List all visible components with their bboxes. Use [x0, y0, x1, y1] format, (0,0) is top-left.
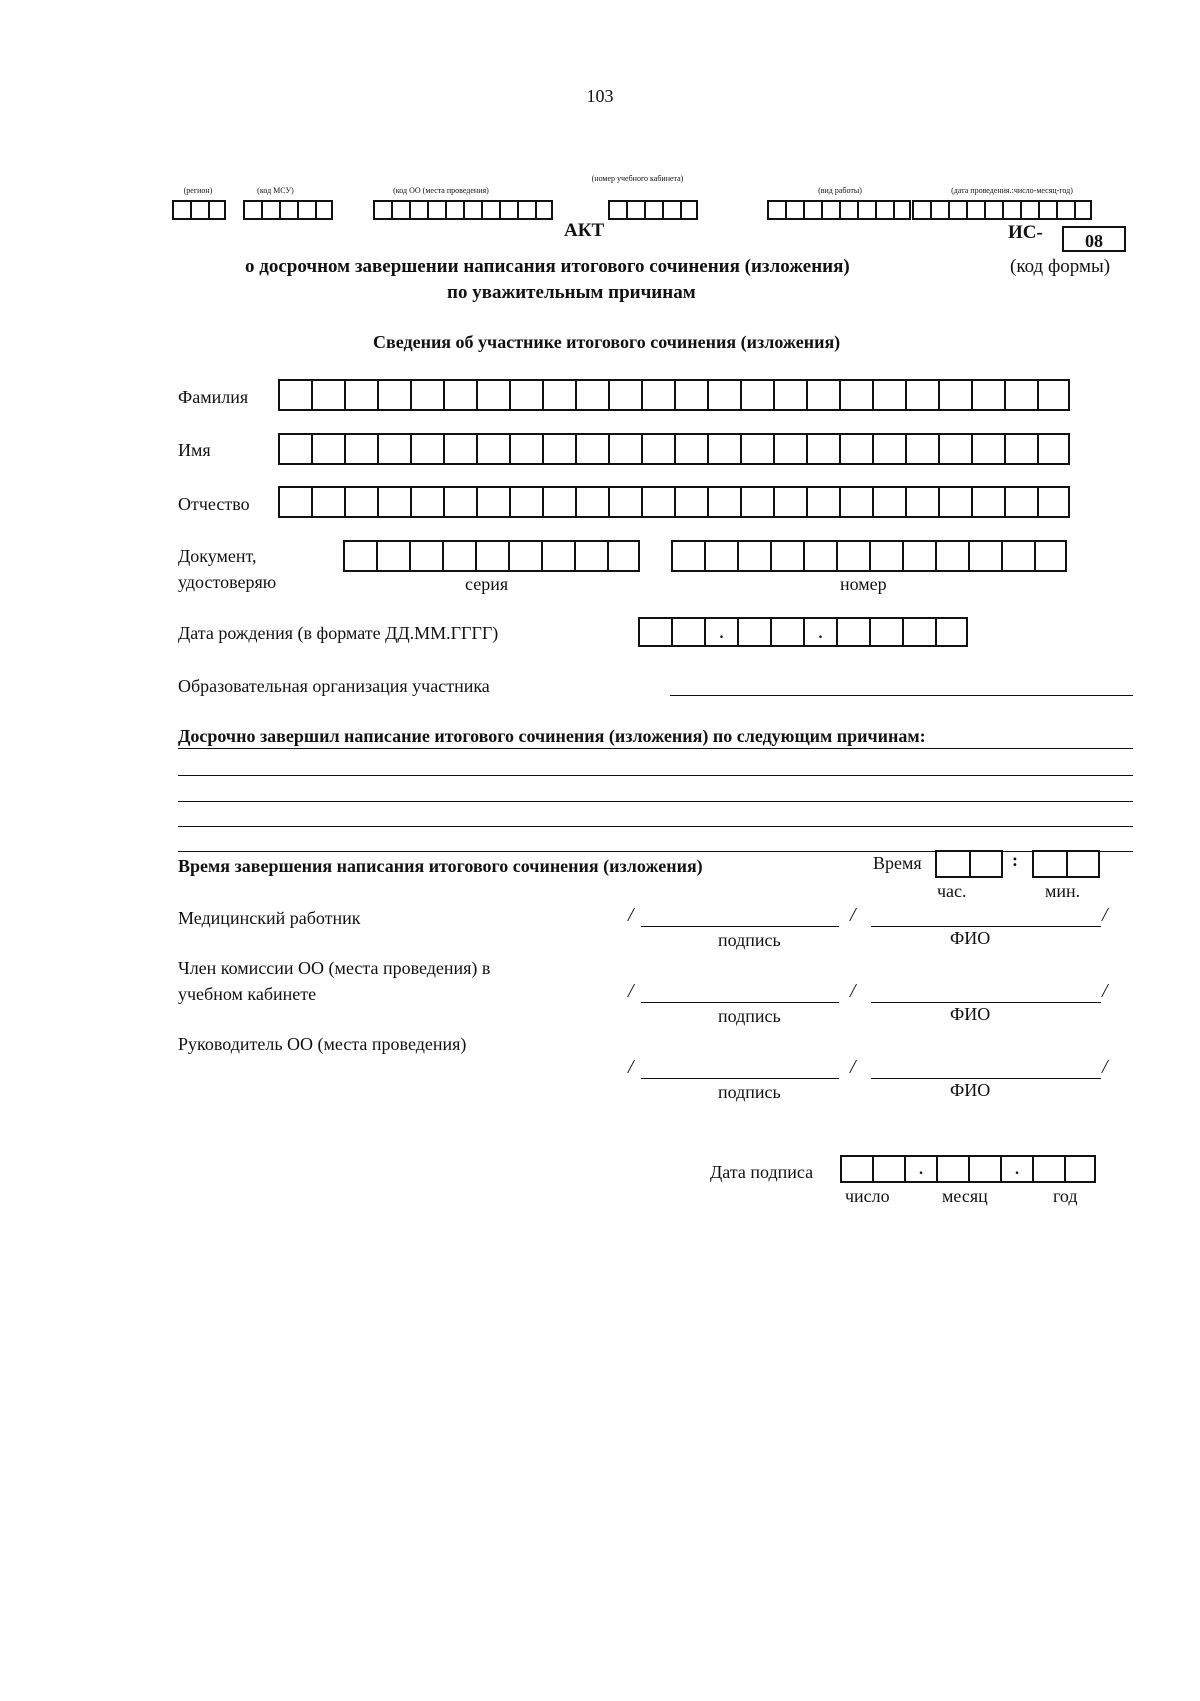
reasons-line-4[interactable] [178, 826, 1133, 827]
act-title: АКТ [564, 220, 605, 241]
time-colon: : [1012, 850, 1018, 870]
medical-worker-fio-caption: ФИО [950, 928, 991, 948]
sign-date-year-label: год [1053, 1186, 1078, 1206]
signature-slash: / [628, 904, 634, 926]
work-type-cells[interactable] [767, 200, 911, 220]
document-series-cells[interactable] [343, 540, 640, 572]
room-number-caption: (номер учебного кабинета) [591, 174, 684, 183]
name-cells[interactable] [278, 433, 1070, 465]
date-cells[interactable] [912, 200, 1092, 220]
signature-slash: / [628, 1056, 634, 1078]
series-label: серия [465, 574, 509, 594]
commission-member-label-line2: учебном кабинете [178, 984, 317, 1004]
participant-heading: Сведения об участнике итогового сочинения (изложения) [373, 332, 841, 352]
medical-worker-label: Медицинский работник [178, 908, 361, 928]
birth-date-label: Дата рождения (в формате ДД.ММ.ГГГГ) [178, 623, 499, 643]
sign-date-separator-2: . [1000, 1155, 1032, 1183]
time-label: Время [873, 853, 922, 873]
sign-date-month-label: месяц [942, 1186, 988, 1206]
medical-worker-fio-line[interactable] [871, 926, 1101, 927]
completion-time-label: Время завершения написания итогового сочинения (изложения) [178, 856, 703, 876]
work-type-caption: (вид работы) [818, 186, 862, 195]
room-number-cells[interactable] [608, 200, 698, 220]
signature-slash: / [1102, 904, 1108, 926]
commission-member-label-line1: Член комиссии ОО (места проведения) в [178, 958, 491, 978]
head-fio-line[interactable] [871, 1078, 1101, 1079]
oo-code-cells[interactable] [373, 200, 553, 220]
commission-member-fio-caption: ФИО [950, 1004, 991, 1024]
date-caption: (дата проведения.:число-месяц-год) [951, 186, 1073, 195]
head-fio-caption: ФИО [950, 1080, 991, 1100]
reasons-line-3[interactable] [178, 801, 1133, 802]
organization-label: Образовательная организация участника [178, 676, 490, 696]
signature-slash: / [850, 980, 856, 1002]
head-signature-line[interactable] [641, 1078, 839, 1079]
msu-code-caption: (код МСУ) [257, 186, 294, 195]
minutes-label: мин. [1045, 881, 1081, 901]
name-label: Имя [178, 440, 211, 460]
sign-date-cells[interactable] [840, 1155, 1096, 1183]
patronymic-label: Отчество [178, 494, 250, 514]
birth-date-separator-1: . [704, 617, 737, 647]
birth-date-separator-2: . [803, 617, 836, 647]
commission-member-signature-line[interactable] [641, 1002, 839, 1003]
sign-date-day-label: число [845, 1186, 890, 1206]
signature-slash: / [850, 904, 856, 926]
msu-code-cells[interactable] [243, 200, 333, 220]
hours-label: час. [937, 881, 967, 901]
signature-slash: / [628, 980, 634, 1002]
page-number: 103 [586, 86, 614, 106]
form-code: 08 [1062, 226, 1126, 252]
document-number-cells[interactable] [671, 540, 1067, 572]
medical-worker-signature-caption: подпись [718, 930, 781, 950]
document-label-line2: удостоверяю [178, 572, 277, 592]
patronymic-cells[interactable] [278, 486, 1070, 518]
act-title-line2: по уважительным причинам [447, 282, 696, 303]
birth-date-cells[interactable] [638, 617, 968, 647]
surname-label: Фамилия [178, 387, 249, 407]
form-code-label: (код формы) [1010, 256, 1111, 277]
region-caption: (регион) [183, 186, 213, 195]
form-prefix: ИС- [1008, 222, 1043, 243]
commission-member-fio-line[interactable] [871, 1002, 1101, 1003]
signature-slash: / [1102, 980, 1108, 1002]
reasons-line-1[interactable] [178, 748, 1133, 749]
oo-code-caption: (код ОО (места проведения) [393, 186, 489, 195]
organization-input-line[interactable] [670, 695, 1133, 696]
sign-date-label: Дата подписа [710, 1162, 814, 1182]
reasons-line-2[interactable] [178, 775, 1133, 776]
signature-slash: / [1102, 1056, 1108, 1078]
sign-date-separator-1: . [904, 1155, 936, 1183]
medical-worker-signature-line[interactable] [641, 926, 839, 927]
act-title-line1: о досрочном завершении написания итогового сочинения (изложения) [245, 256, 850, 277]
head-signature-caption: подпись [718, 1082, 781, 1102]
commission-member-signature-caption: подпись [718, 1006, 781, 1026]
region-cells[interactable] [172, 200, 226, 220]
hours-cells[interactable] [935, 850, 1003, 878]
reasons-heading: Досрочно завершил написание итогового сочинения (изложения) по следующим причинам: [178, 726, 926, 746]
minutes-cells[interactable] [1032, 850, 1100, 878]
number-label: номер [840, 574, 887, 594]
signature-slash: / [850, 1056, 856, 1078]
surname-cells[interactable] [278, 379, 1070, 411]
document-label-line1: Документ, [178, 546, 257, 566]
head-label: Руководитель ОО (места проведения) [178, 1034, 467, 1054]
